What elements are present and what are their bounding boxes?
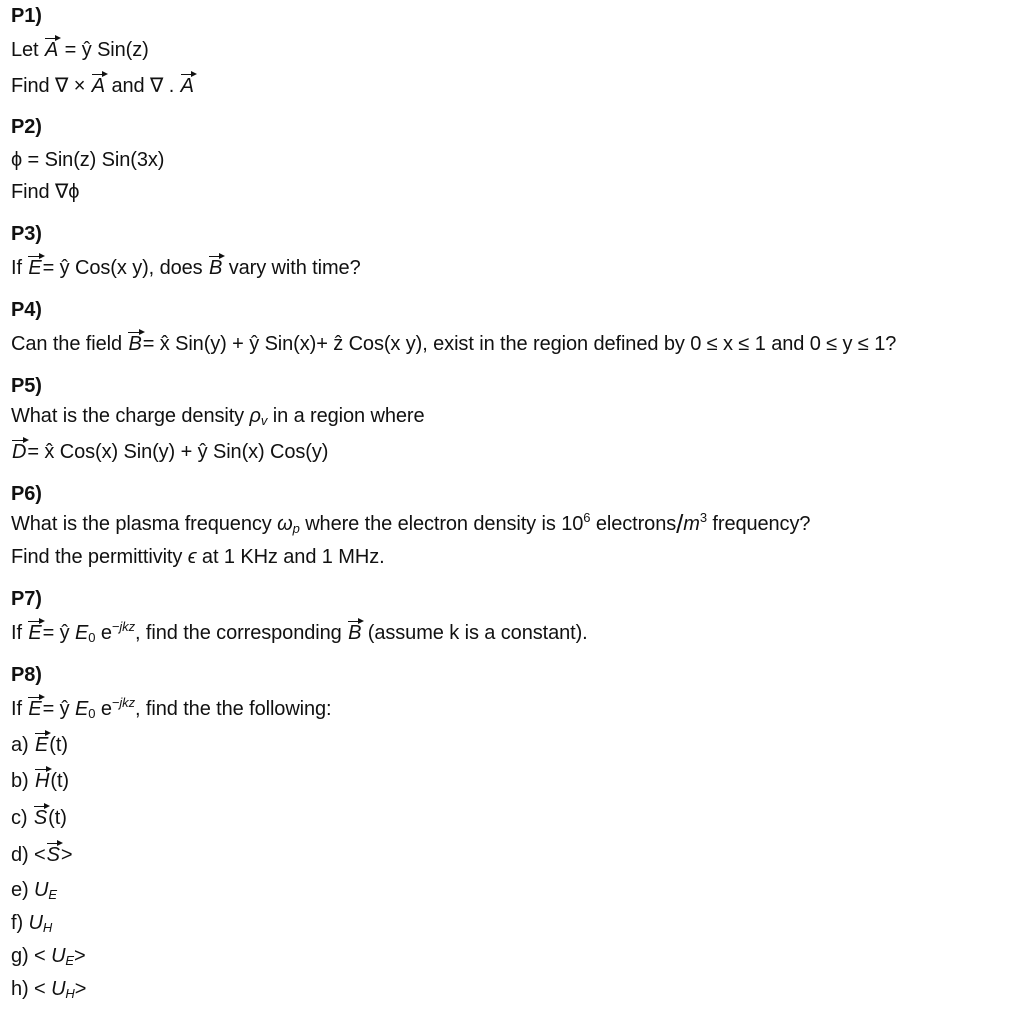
item-text: >: [74, 978, 87, 1000]
item-label: a): [11, 734, 35, 756]
epsilon-symbol: ϵ: [187, 546, 197, 568]
rho-subscript: v: [260, 413, 268, 428]
item-label: f): [11, 912, 29, 934]
vector-e: E: [28, 257, 42, 279]
p6-text: What is the plasma frequency: [11, 513, 278, 535]
p3-text: = ŷ Cos(x y), does: [42, 257, 209, 279]
exponent: 6: [583, 510, 591, 525]
p3-text: vary with time?: [223, 257, 361, 279]
energy-symbol: U: [51, 945, 66, 967]
item-text: >: [74, 945, 86, 967]
p5-title: P5): [11, 375, 42, 397]
p8-item-b: [11, 769, 69, 793]
vector-a: A: [180, 75, 194, 97]
p1-statement: [11, 38, 149, 62]
p2-question: Find ∇ϕ: [11, 181, 80, 203]
p7-title: P7): [11, 588, 42, 610]
p7-text: , find the corresponding: [135, 622, 348, 644]
p1-text: = ŷ Sin(z): [59, 39, 149, 61]
item-label: h) <: [11, 978, 52, 1000]
p8-text: , find the the following:: [135, 698, 332, 720]
rho-symbol: ρ: [249, 405, 261, 427]
p4-text: Can the field: [11, 333, 128, 355]
p5-question: [11, 404, 424, 428]
p1-title: P1): [11, 5, 42, 27]
energy-symbol: U: [34, 879, 49, 901]
energy-symbol: U: [28, 912, 43, 934]
item-text: (t): [50, 770, 69, 792]
p8-text: = ŷ: [42, 698, 76, 720]
vector-e: E: [28, 622, 42, 644]
p8-question: [11, 697, 332, 721]
p5-text: in a region where: [267, 405, 425, 427]
p8-item-c: [11, 806, 67, 830]
vector-d: D: [12, 441, 27, 463]
p6-text: frequency?: [706, 513, 811, 535]
p4-question: [11, 332, 896, 356]
item-text: >: [60, 844, 73, 866]
p3-question: [11, 256, 361, 280]
p6-question: [11, 509, 811, 539]
vector-b: B: [348, 622, 362, 644]
vector-s: S: [33, 807, 48, 829]
p8-text: If: [11, 698, 28, 720]
p6-text: Find the permittivity: [11, 546, 188, 568]
item-label: b): [11, 770, 35, 792]
p8-item-e: [11, 878, 57, 902]
omega-symbol: ω: [277, 513, 293, 535]
p8-item-f: [11, 911, 52, 935]
amplitude-symbol: E: [75, 622, 89, 644]
p6-title: P6): [11, 483, 42, 505]
p8-item-h: [11, 977, 86, 1001]
vector-h: H: [35, 770, 50, 792]
exponent: −jkz: [111, 619, 135, 634]
vector-s: S: [46, 844, 60, 866]
meter-symbol: m: [683, 513, 700, 535]
p6-text: at 1 KHz and 1 MHz.: [196, 546, 385, 568]
slash: /: [676, 509, 684, 539]
p4-title: P4): [11, 299, 42, 321]
p7-text: e: [95, 622, 112, 644]
p2-statement: ϕ = Sin(z) Sin(3x): [11, 149, 165, 171]
vector-b: B: [128, 333, 142, 355]
p6-text: where the electron density is 10: [299, 513, 584, 535]
p7-question: [11, 621, 588, 645]
p5-text: What is the charge density: [11, 405, 250, 427]
item-label: e): [11, 879, 35, 901]
p8-item-a: [11, 733, 68, 757]
p7-text: (assume k is a constant).: [362, 622, 588, 644]
amplitude-subscript: 0: [88, 630, 96, 645]
vector-e: E: [35, 734, 49, 756]
p8-text: e: [95, 698, 112, 720]
p6-question-2: [11, 545, 385, 569]
p7-text: If: [11, 622, 28, 644]
p5-field: [11, 440, 328, 464]
item-label: c): [11, 807, 33, 829]
exponent: 3: [699, 510, 707, 525]
item-text: (t): [48, 807, 67, 829]
amplitude-symbol: E: [75, 698, 89, 720]
p8-item-g: [11, 944, 86, 968]
amplitude-subscript: 0: [88, 706, 96, 721]
p3-title: P3): [11, 223, 42, 245]
p1-text: Let: [11, 39, 44, 61]
p1-question: [11, 74, 195, 98]
p3-text: If: [11, 257, 28, 279]
p5-text: = x̂ Cos(x) Sin(y) + ŷ Sin(x) Cos(y): [27, 441, 329, 463]
p2-title: P2): [11, 116, 42, 138]
item-text: (t): [49, 734, 68, 756]
exponent: −jkz: [111, 695, 135, 710]
energy-subscript: H: [65, 986, 75, 1001]
vector-a: A: [44, 39, 59, 61]
item-label: d) <: [11, 844, 46, 866]
energy-subscript: H: [42, 920, 53, 935]
energy-subscript: E: [48, 887, 57, 902]
omega-subscript: p: [292, 521, 300, 536]
p1-text: and ∇ .: [106, 75, 180, 97]
energy-subscript: E: [65, 953, 74, 968]
p6-text: electrons: [590, 513, 677, 535]
item-label: g) <: [11, 945, 52, 967]
p4-text: = x̂ Sin(y) + ŷ Sin(x)+ ẑ Cos(x y), exist in the region defined by 0 ≤ x ≤ 1 and 0 ≤ y ≤ 1?: [142, 333, 897, 355]
vector-e: E: [28, 698, 42, 720]
p8-item-d: [11, 843, 72, 867]
vector-b: B: [209, 257, 223, 279]
energy-symbol: U: [51, 978, 66, 1000]
p1-text: Find ∇ ×: [11, 75, 91, 97]
p7-text: = ŷ: [42, 622, 76, 644]
vector-a: A: [91, 75, 105, 97]
p8-title: P8): [11, 664, 42, 686]
